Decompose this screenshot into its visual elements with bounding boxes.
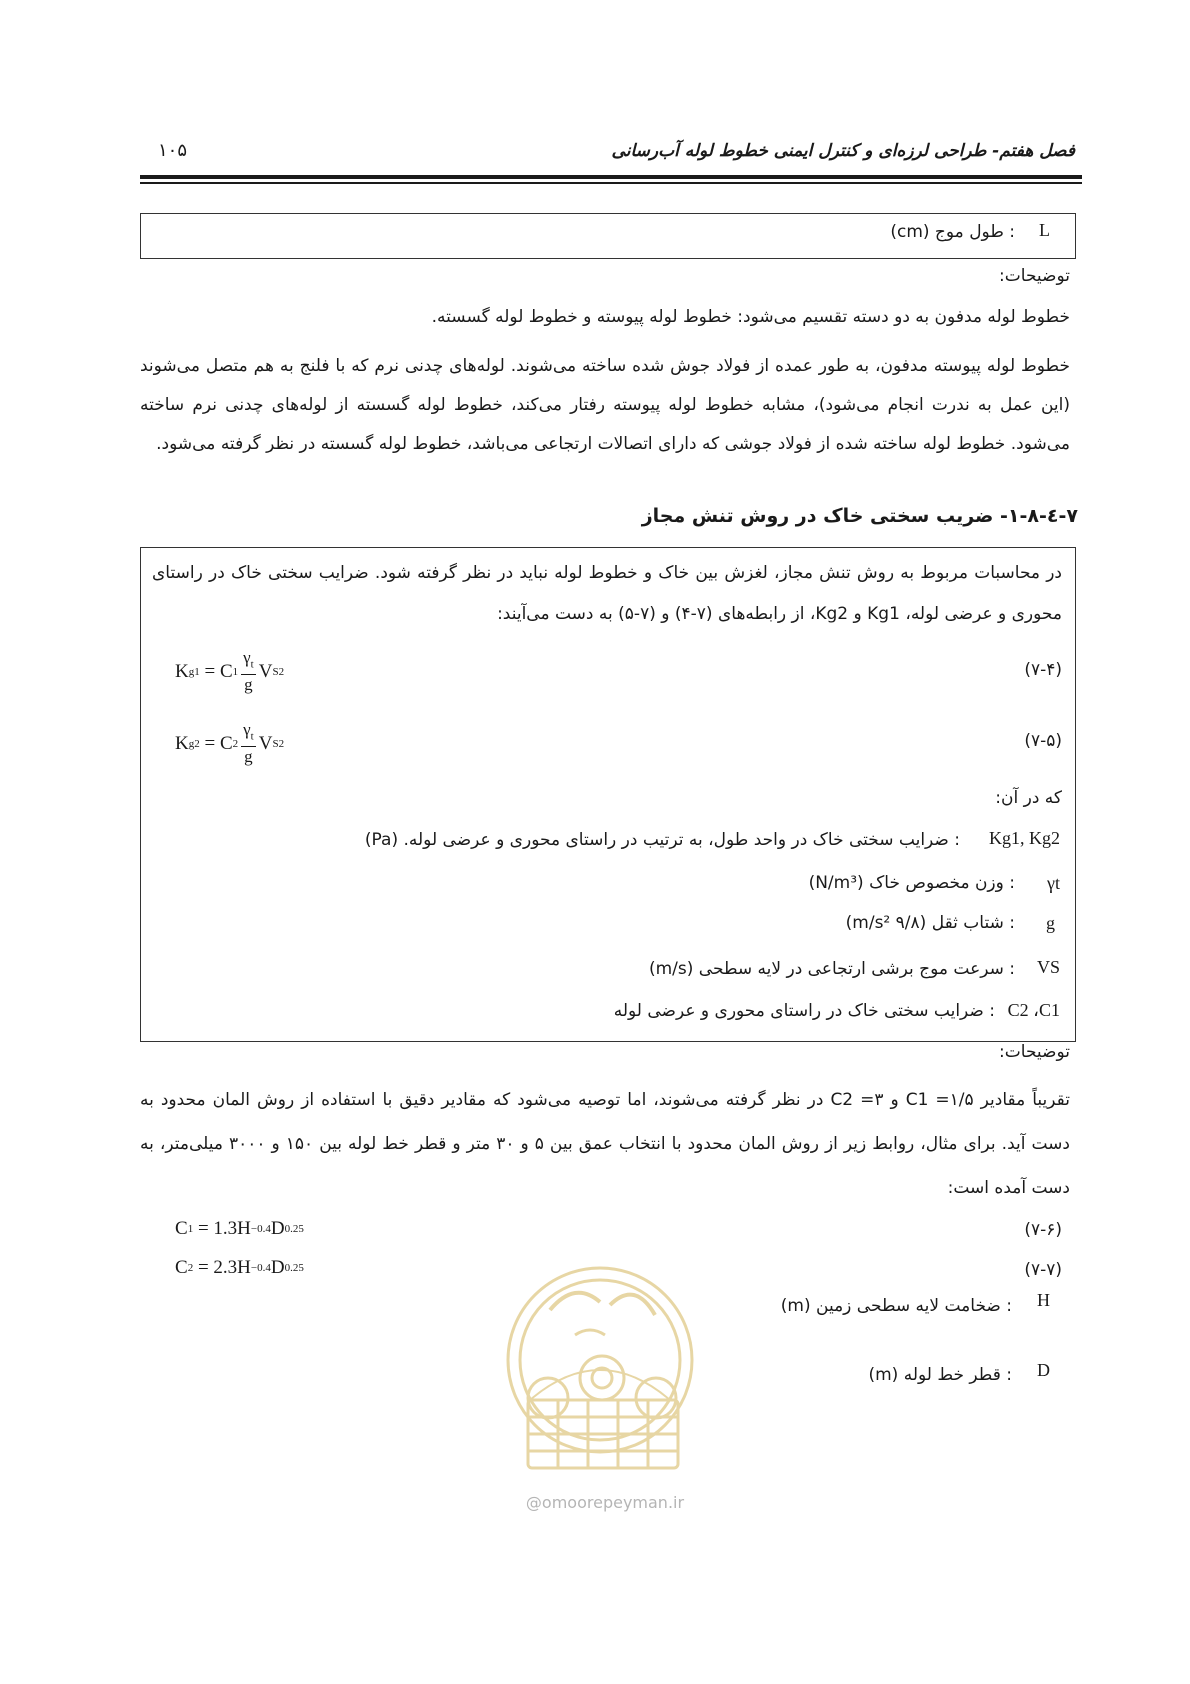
equation-4: K g1 = C 1 $\frac{\gamma_t}{g}$ V S 2 [175,648,285,695]
equation-6: C 1 = 1.3H −0.4 D 0.25 [175,1218,304,1239]
def-symbol-g: g [1046,913,1055,933]
symbol-L: L [1039,220,1050,240]
def-text-H: : ضخامت لایه سطحی زمین (m) [780,1296,1012,1316]
notes-label: توضیحات: [999,266,1070,286]
watermark-text: @omoorepeyman.ir [525,1493,685,1512]
equation-6-number: (۷-۶) [1024,1220,1062,1240]
equation-4-number: (۷-۴) [1024,660,1062,680]
def-symbol-H: H [1037,1290,1050,1310]
def-text-gamma: : وزن مخصوص خاک (N/m³) [808,873,1015,893]
section-intro: در محاسبات مربوط به روش تنش مجاز، لغزش بین خاک و خطوط لوله نباید در نظر گرفته شود. ضرایب سختی خاک در راستای محوری و عرضی لوله، Kg1 و Kg2، از رابطه‌های (۷-۴) و (۷-۵) به دست می‌آیند: [152,563,1062,624]
definition-L: : طول موج (cm) [890,222,1015,242]
def-text-D: : قطر خط لوله (m) [868,1365,1012,1385]
def-text-g: : شتاب ثقل (۹/۸ m/s²) [845,913,1015,933]
where-label: که در آن: [995,788,1062,808]
notes-paragraph-2: خطوط لوله پیوسته مدفون، به طور عمده از فولاد جوش شده ساخته می‌شوند. لوله‌های چدنی نرم که با فلنج به هم متصل می‌شوند (این عمل به ندرت انجام می‌شود)، مشابه خطوط لوله پیوسته رفتار می‌کند، خطوط لوله گسسته از لوله‌های چدنی نرم ساخته می‌شود. خطوط لوله ساخته شده از فولاد جوشی که دارای اتصالات ارتجاعی می‌باشد، خطوط لوله گسسته در نظر گرفته می‌شود. [140,356,1070,454]
def-text-c: : ضرایب سختی خاک در راستای محوری و عرضی لوله [613,1001,995,1021]
notes-label-2: توضیحات: [999,1042,1070,1062]
equation-7-number: (۷-۷) [1024,1260,1062,1280]
def-symbol-c: C2 ،C1 [1007,1000,1060,1020]
notes2-paragraph: تقریباً مقادیر C1 =۱/۵ و C2 =۳ در نظر گرفته می‌شوند، اما توصیه می‌شود که مقادیر دقیق با استفاده از روش المان محدود به دست آید. برای مثال، روابط زیر از روش المان محدود با انتخاب عمق بین ۵ و ۳۰ متر و قطر خط لوله بین ۱۵۰ و ۳۰۰۰ میلی‌متر، به دست آمده است: [140,1090,1070,1198]
watermark-seal-icon [490,1250,720,1520]
def-symbol-kg: Kg1, Kg2 [989,828,1060,848]
running-header: فصل هفتم- طراحی لرزه‌ای و کنترل ایمنی خطوط لوله آب‌رسانی [611,141,1075,161]
def-text-vs: : سرعت موج برشی ارتجاعی در لایه سطحی (m/s) [648,959,1015,979]
equation-5: K g2 = C 2 $\frac{\gamma_t}{g}$ V S 2 [175,720,285,767]
equation-7: C 2 = 2.3H −0.4 D 0.25 [175,1257,304,1278]
header-rule-thin [140,182,1082,184]
header-rule [140,175,1082,179]
notes-paragraph-1: خطوط لوله مدفون به دو دسته تقسیم می‌شود: خطوط لوله پیوسته و خطوط لوله گسسته. [431,307,1070,327]
section-heading: ۷-٤-۱-۸- ضریب سختی خاک در روش تنش مجاز [641,505,1078,527]
def-symbol-D: D [1037,1360,1050,1380]
def-text-kg: : ضرایب سختی خاک در واحد طول، به ترتیب در راستای محوری و عرضی لوله. (Pa) [364,830,960,850]
def-symbol-vs: VS [1036,957,1060,977]
equation-5-number: (۷-۵) [1024,731,1062,751]
def-symbol-gamma: γt [1047,873,1060,893]
watermark-logo [490,1250,720,1520]
page-number: ۱۰۵ [158,140,188,161]
